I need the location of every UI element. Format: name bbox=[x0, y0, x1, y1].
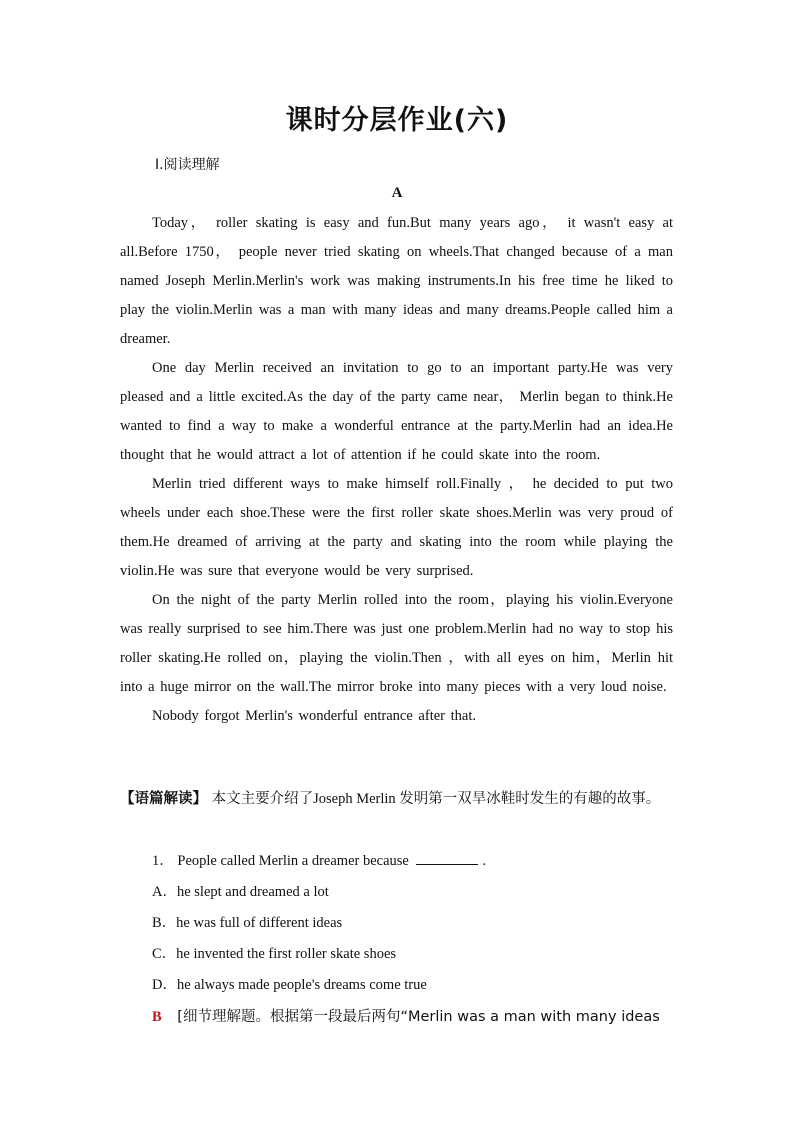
paragraph: Today， roller skating is easy and fun.But many years ago， it wasn't easy at all.Before 1750， people never tried skating on wheels.That changed because of a man named Joseph Merlin.Merlin's work was making instruments.In his free time he liked to play the violin.Merlin was a man with many ideas and many dreams.People called him a dreamer. bbox=[120, 215, 673, 347]
passage-letter: A bbox=[391, 185, 403, 201]
page-title: 课时分层作业(六) bbox=[285, 105, 509, 136]
option-d: D．he always made people's dreams come true bbox=[152, 977, 427, 993]
option-a: A．he slept and dreamed a lot bbox=[152, 884, 329, 900]
answer-letter: B bbox=[152, 1009, 162, 1025]
discourse-analysis bbox=[120, 785, 673, 814]
option-c: C．he invented the first roller skate shoes bbox=[152, 946, 397, 962]
analysis-tag: 【语篇解读】 bbox=[120, 791, 207, 807]
answer-explanation bbox=[152, 1005, 673, 1026]
passage-body bbox=[120, 209, 673, 731]
question-stem: People called Merlin a dreamer because bbox=[177, 853, 409, 869]
option-b: B．he was full of different ideas bbox=[152, 915, 343, 931]
paragraph: Merlin tried different ways to make himself roll.Finally ， he decided to put two wheels under each shoe.These were the first roller skate shoes.Merlin was very proud of them.He dreamed of arriving at the party and skating into the room while playing the violin.He was sure that everyone would be very surprised. bbox=[120, 476, 673, 579]
paragraph: One day Merlin received an invitation to go to an important party.He was very pleased and a little excited.As the day of the party came near， Merlin began to think.He wanted to find a way to make a wonderful entrance at the party.Merlin had an idea.He thought that he would attract a lot of attention if he could skate into the room. bbox=[120, 360, 673, 463]
paragraph: On the night of the party Merlin rolled into the room，playing his violin.Everyone was really surprised to see him.There was just one problem.Merlin had no way to stop his roller skating.He rolled on，playing the violin.Then ，with all eyes on him，Merlin hit into a huge mirror on the wall.The mirror broke into many pieces with a very loud noise. bbox=[120, 592, 673, 695]
answer-text: [细节理解题。根据第一段最后两句“Merlin was a man with many ideas bbox=[177, 1009, 660, 1025]
question-number: 1． bbox=[152, 853, 174, 869]
answer-blank bbox=[416, 852, 478, 865]
question-end: . bbox=[482, 853, 487, 869]
section-label: Ⅰ.阅读理解 bbox=[155, 157, 220, 173]
analysis-text: 本文主要介绍了Joseph Merlin 发明第一双旱冰鞋时发生的有趣的故事。 bbox=[211, 791, 661, 807]
question-1 bbox=[152, 849, 486, 870]
paragraph: Nobody forgot Merlin's wonderful entrance after that. bbox=[152, 708, 476, 724]
